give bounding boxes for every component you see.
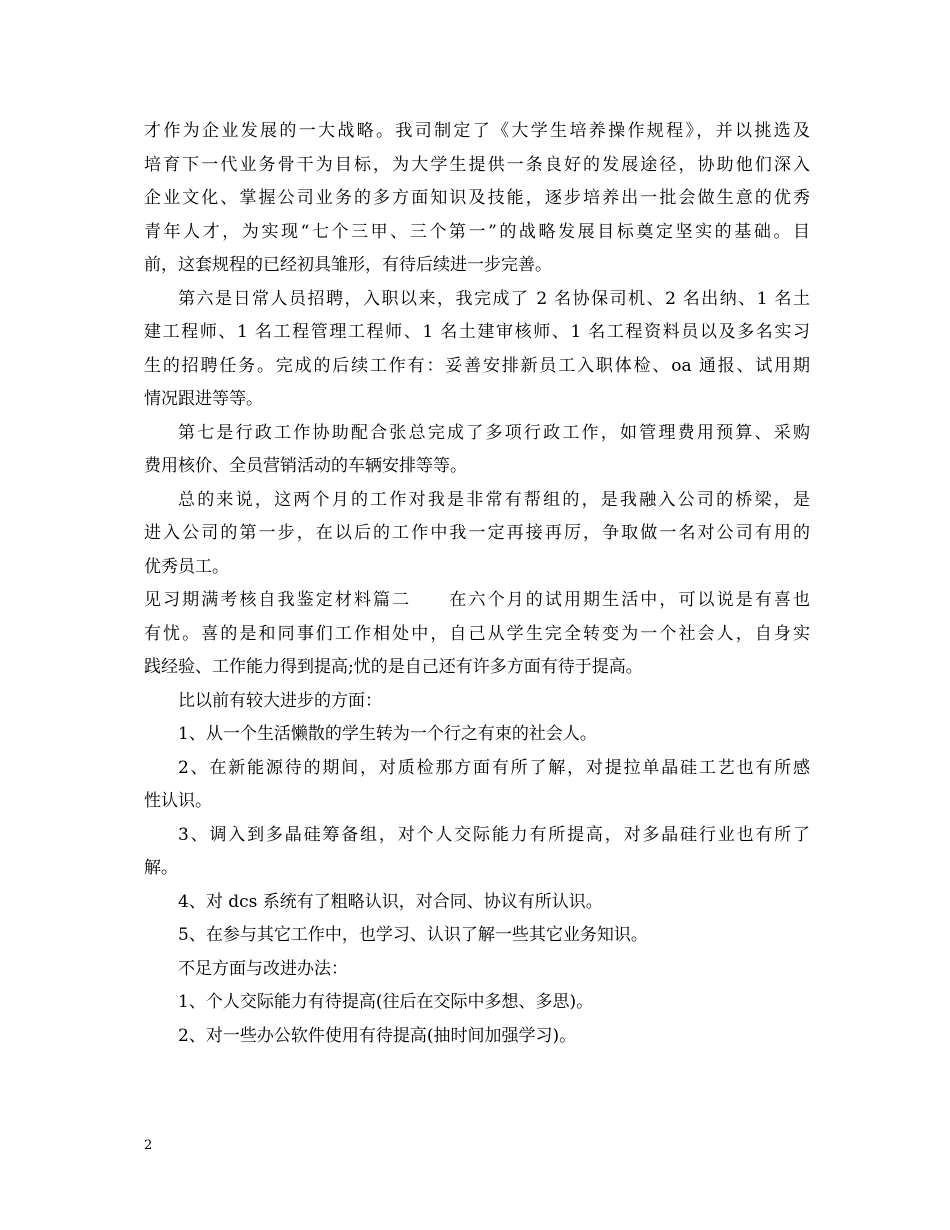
- text-line: 解。: [144, 858, 178, 878]
- text-line: 优秀员工。: [144, 556, 229, 577]
- text-line: 进入公司的第一步，在以后的工作中我一定再接再厉，争取做一名对公司有用的: [144, 523, 810, 543]
- text-line: 培育下一代业务骨干为目标，为大学生提供一条良好的发展途径，协助他们深入: [144, 154, 810, 175]
- document-body: [144, 115, 810, 1053]
- text-line: 第六是日常人员招聘，入职以来，我完成了 2 名协保司机、2 名出纳、1 名土: [178, 288, 810, 309]
- text-line: 第七是行政工作协助配合张总完成了多项行政工作，如管理费用预算、采购: [178, 422, 810, 443]
- list-item: 3、调入到多晶硅筹备组，对个人交际能力有所提高，对多晶硅行业也有所了: [178, 824, 810, 845]
- text-line: 建工程师、1 名工程管理工程师、1 名土建审核师、1 名工程资料员以及多名实习: [144, 322, 810, 342]
- text-line: 青年人才，为实现“七个三甲、三个第一”的战略发展目标奠定坚实的基础。目: [144, 221, 810, 242]
- text-line: 才作为企业发展的一大战略。我司制定了《大学生培养操作规程》，并以挑选及: [144, 121, 810, 141]
- page-number: 2: [144, 1138, 153, 1153]
- list-item: 2、对一些办公软件使用有待提高(抽时间加强学习)。: [178, 1025, 577, 1046]
- text-line: 践经验、工作能力得到提高;忧的是自己还有许多方面有待于提高。: [144, 657, 643, 677]
- list-item: 1、个人交际能力有待提高(往后在交际中多想、多思)。: [178, 992, 594, 1012]
- text-line: 生的招聘任务。完成的后续工作有：妥善安排新员工入职体检、oa 通报、试用期: [144, 355, 810, 376]
- text-line: 性认识。: [144, 791, 212, 811]
- list-item: 4、对 dcs 系统有了粗略认识，对合同、协议有所认识。: [178, 891, 603, 912]
- text-line: 有忧。喜的是和同事们工作相处中，自己从学生完全转变为一个社会人，自身实: [144, 623, 810, 644]
- text-line: 费用核价、全员营销活动的车辆安排等等。: [144, 456, 467, 476]
- list-item: 1、从一个生活懒散的学生转为一个行之有束的社会人。: [178, 724, 597, 744]
- text-line: 企业文化、掌握公司业务的多方面知识及技能，逐步培养出一批会做生意的优秀: [144, 188, 810, 208]
- text-line: 比以前有较大进步的方面：: [178, 690, 382, 711]
- text-line: 不足方面与改进办法：: [178, 958, 348, 979]
- section-heading-line: 见习期满考核自我鉴定材料篇二 在六个月的试用期生活中，可以说是有喜也: [144, 590, 810, 610]
- list-item: 5、在参与其它工作中，也学习、认识了解一些其它业务知识。: [178, 925, 648, 945]
- text-line: 前，这套规程的已经初具雏形，有待后续进一步完善。: [144, 255, 552, 275]
- text-line: 情况跟进等等。: [144, 389, 263, 409]
- text-line: 总的来说，这两个月的工作对我是非常有帮组的，是我融入公司的桥梁，是: [178, 489, 810, 510]
- list-item: 2、在新能源待的期间，对质检那方面有所了解，对提拉单晶硅工艺也有所感: [178, 757, 810, 778]
